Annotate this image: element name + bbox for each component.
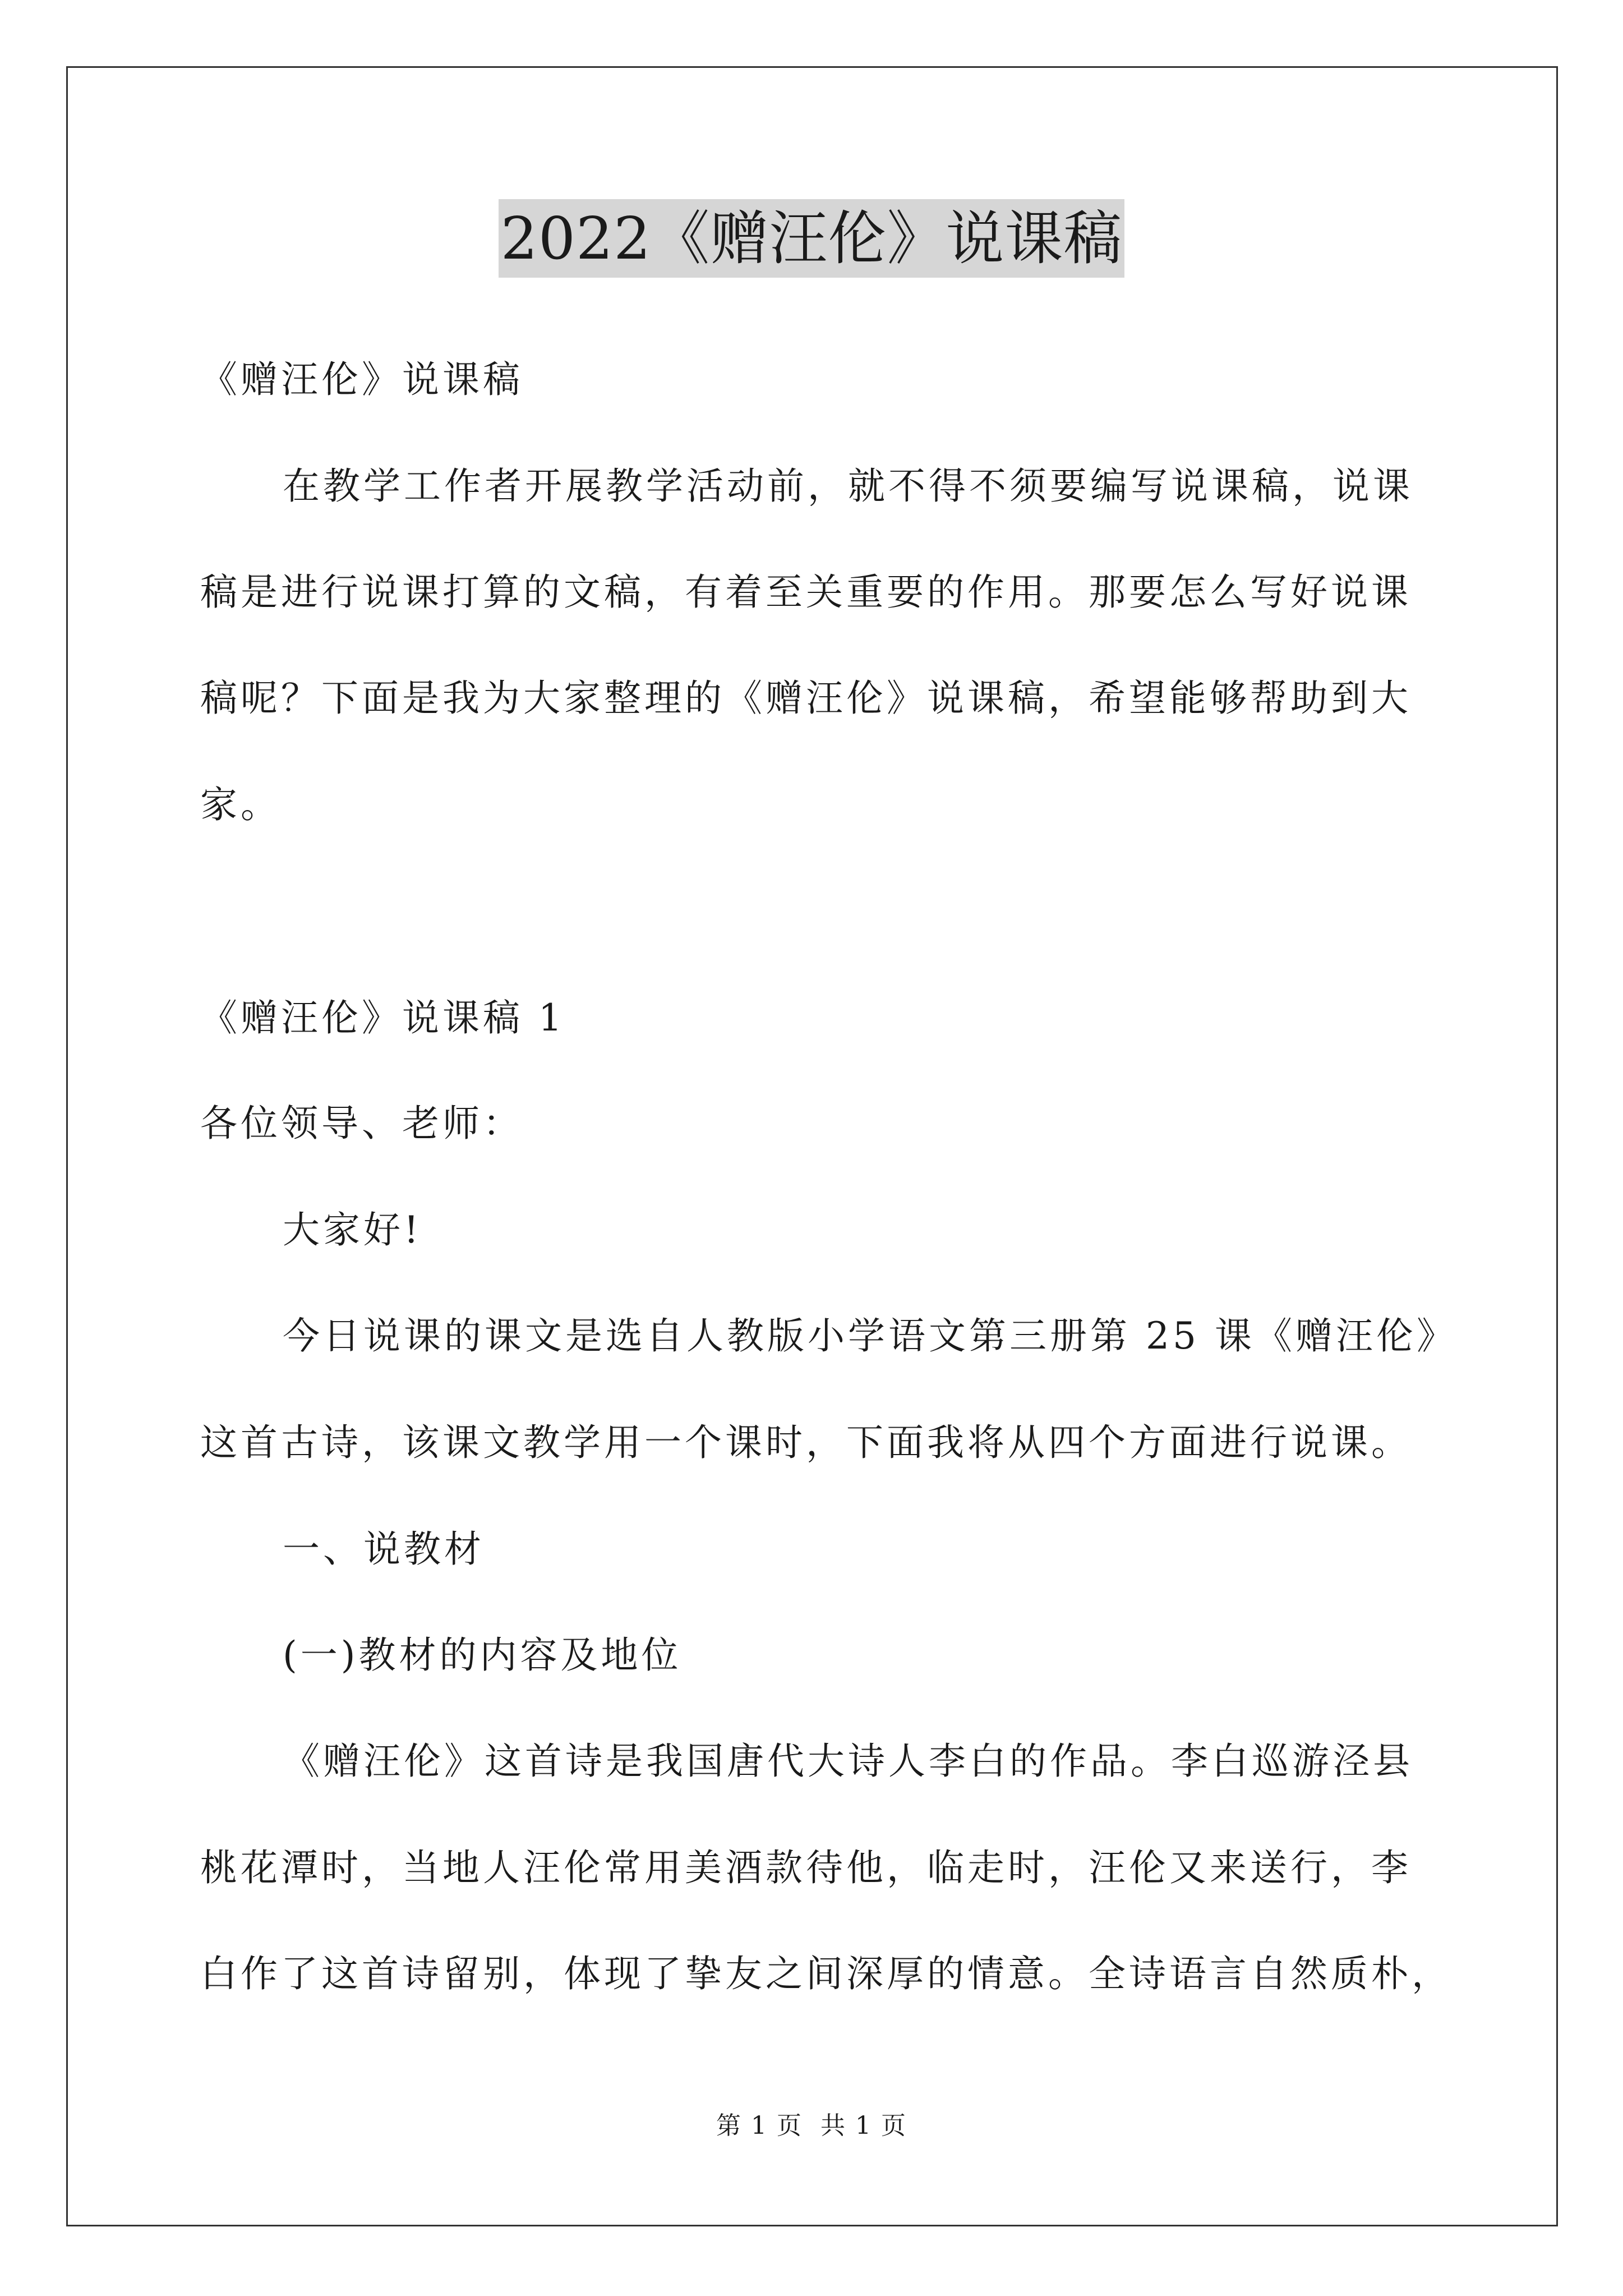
page-footer xyxy=(0,2109,1623,2143)
document-title: 2022《赠汪伦》说课稿 xyxy=(499,199,1125,278)
paragraph-line: 各位领导、老师： xyxy=(200,1102,523,1145)
paragraph-line: 今日说课的课文是选自人教版小学语文第三册第 25 课《赠汪伦》 xyxy=(283,1314,1457,1358)
page-number: 第 1 页 xyxy=(716,2111,803,2140)
paragraph-line: (一)教材的内容及地位 xyxy=(283,1634,682,1677)
paragraph-line: 家。 xyxy=(200,783,281,826)
paragraph-line: 白作了这首诗留别，体现了挚友之间深厚的情意。全诗语言自然质朴， xyxy=(200,1952,1452,1995)
paragraph-line: 一、说教材 xyxy=(283,1527,485,1571)
paragraph-line: 稿是进行说课打算的文稿，有着至关重要的作用。那要怎么写好说课 xyxy=(200,570,1412,614)
page-total: 共 1 页 xyxy=(820,2111,907,2140)
title-container xyxy=(0,199,1623,278)
paragraph-line: 这首古诗，该课文教学用一个课时，下面我将从四个方面进行说课。 xyxy=(200,1421,1412,1464)
paragraph-line: 大家好! xyxy=(283,1208,422,1251)
subtitle-line: 《赠汪伦》说课稿 xyxy=(200,358,523,401)
paragraph-line: 桃花潭时，当地人汪伦常用美酒款待他，临走时，汪伦又来送行，李 xyxy=(200,1846,1412,1889)
paragraph-line: 《赠汪伦》这首诗是我国唐代大诗人李白的作品。李白巡游泾县 xyxy=(283,1740,1413,1783)
paragraph-line: 稿呢？下面是我为大家整理的《赠汪伦》说课稿，希望能够帮助到大 xyxy=(200,677,1412,720)
paragraph-line: 在教学工作者开展教学活动前，就不得不须要编写说课稿，说课 xyxy=(283,464,1413,508)
section-heading: 《赠汪伦》说课稿 1 xyxy=(200,996,565,1039)
